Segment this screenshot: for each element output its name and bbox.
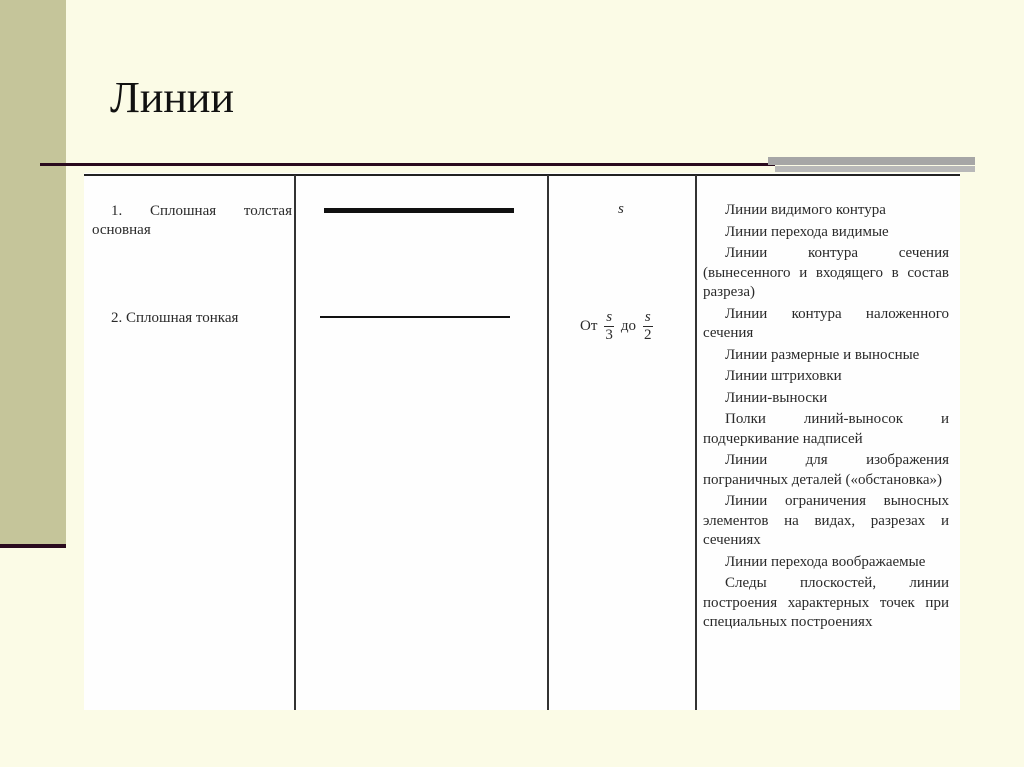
accent-bar-shadow bbox=[775, 166, 975, 172]
fraction-to bbox=[642, 309, 654, 344]
fraction-denominator: 2 bbox=[644, 327, 652, 343]
thickness-prefix: От bbox=[580, 318, 598, 334]
application-item: Линии контура наложенного сечения bbox=[703, 305, 949, 341]
line-types-table bbox=[84, 173, 960, 710]
slide-title: Линии bbox=[110, 73, 235, 122]
application-item: Линии перехода видимые bbox=[725, 223, 889, 240]
fraction-numerator: s bbox=[644, 309, 651, 325]
line-thickness-range bbox=[580, 309, 654, 344]
applications-list bbox=[703, 201, 949, 635]
fraction-denominator: 3 bbox=[605, 327, 613, 343]
fraction-numerator: s bbox=[606, 309, 613, 325]
left-accent-band bbox=[0, 0, 66, 546]
application-item: Линии ограничения выносных элементов на видах, разрезах и сечениях bbox=[703, 493, 949, 548]
application-item: Линии размерные и выносные bbox=[725, 346, 920, 363]
application-item: Линии контура сечения (вынесенного и входящего в состав разреза) bbox=[703, 245, 949, 300]
line-thickness: s bbox=[618, 201, 624, 217]
thick-line-sample bbox=[324, 208, 514, 213]
thickness-mid: до bbox=[620, 318, 637, 334]
application-item: Линии-выноски bbox=[725, 389, 828, 406]
fraction-from bbox=[603, 309, 615, 344]
column-divider bbox=[547, 175, 549, 710]
application-item: Полки линий-выносок и подчеркивание надписей bbox=[703, 411, 949, 447]
application-item: Линии штриховки bbox=[725, 368, 842, 384]
application-item: Линии для изображения пограничных деталей («обстановка») bbox=[703, 452, 949, 488]
thin-line-sample bbox=[320, 316, 510, 318]
application-item: Линии видимого контура bbox=[725, 202, 886, 218]
accent-bar bbox=[768, 157, 975, 165]
left-band-border bbox=[0, 544, 66, 548]
line-type-name: 1. Сплошная толстая основная bbox=[92, 203, 292, 238]
line-type-name: 2. Сплошная тонкая bbox=[111, 310, 239, 326]
title-divider bbox=[40, 163, 775, 166]
table-top-border bbox=[84, 174, 960, 176]
application-item: Линии перехода воображаемые bbox=[725, 553, 926, 570]
application-item: Следы плоскостей, линии построения характерных точек при специальных построениях bbox=[703, 575, 949, 630]
column-divider bbox=[294, 175, 296, 710]
column-divider bbox=[695, 175, 697, 710]
